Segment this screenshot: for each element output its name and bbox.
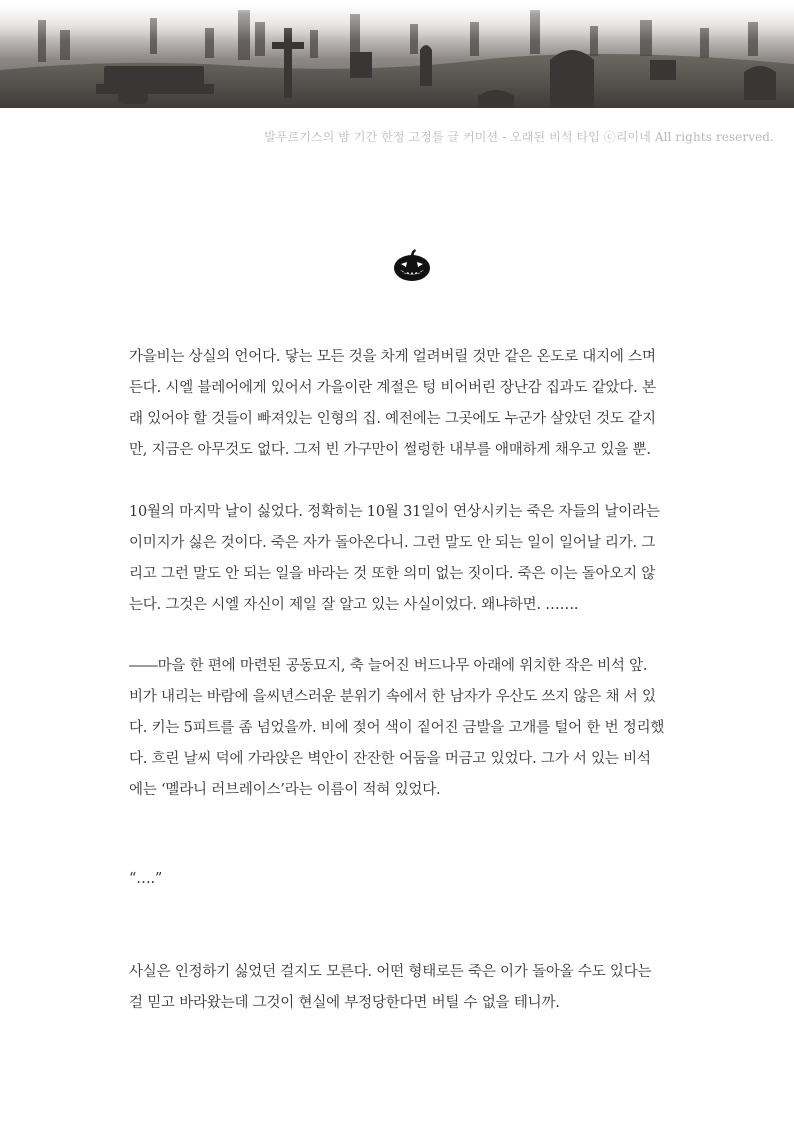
paragraph-text: ――마을 한 편에 마련된 공동묘지, 축 늘어진 버드나무 아래에 위치한 작은 비석 앞. 비가 내리는 바람에 을씨년스러운 분위기 속에서 한 남자가 우산도 쓰지 않은 채 서 있 다. 키는 5피트를 좀 넘었을까. 비에 젖어 색이 짙어진 금발을 고개를 털어 한 번 정리했 다. 흐린 날씨 덕에 가라앉은 벽안이 잔잔한 어둠을 머금고 있었다. 그가 서 있는 비석 에는 ‘멜라니 러브레이스’라는 이름이 적혀 있었다.	[129, 658, 665, 798]
jack-o-lantern-icon	[393, 249, 431, 283]
story-paragraph-2	[129, 497, 689, 621]
story-paragraph-5	[129, 957, 689, 1019]
copyright-credit: 발푸르기스의 밤 기간 한정 고정틀 글 커미션 - 오래된 비석 타입 ⓒ리이네 All rights reserved.	[264, 130, 774, 144]
paragraph-text: “….”	[129, 871, 163, 887]
paragraph-text: 10월의 마지막 날이 싫었다. 정확히는 10월 31일이 연상시키는 죽은 자들의 날이라는 이미지가 싫은 것이다. 죽은 자가 돌아온다니. 그런 말도 안 되는 일이 일어날 리가. 그 리고 그런 말도 안 되는 일을 바라는 것 또한 의미 없는 짓이다. 죽은 이는 돌아오지 않 는다. 그것은 시엘 자신이 제일 잘 알고 있는 사실이었다. 왜냐하면. …….	[129, 504, 660, 613]
dialogue-line	[129, 864, 689, 895]
story-paragraph-1	[129, 342, 689, 466]
paragraph-text: 가을비는 상실의 언어다. 닿는 모든 것을 차게 얼려버릴 것만 같은 온도로 대지에 스며 든다. 시엘 블레어에게 있어서 가을이란 계절은 텅 비어버린 장난감 집과도 같았다. 본 래 있어야 할 것들이 빠져있는 인형의 집. 예전에는 그곳에도 누군가 살았던 것도 같지 만, 지금은 아무것도 없다. 그저 빈 가구만이 썰렁한 내부를 애매하게 채우고 있을 뿐.	[129, 349, 656, 458]
graveyard-banner-image	[0, 0, 794, 108]
story-paragraph-3	[129, 651, 689, 806]
paragraph-text: 사실은 인정하기 싫었던 걸지도 모른다. 어떤 형태로든 죽은 이가 돌아올 수도 있다는 걸 믿고 바라왔는데 그것이 현실에 부정당한다면 버틸 수 없을 테니까.	[129, 964, 652, 1011]
